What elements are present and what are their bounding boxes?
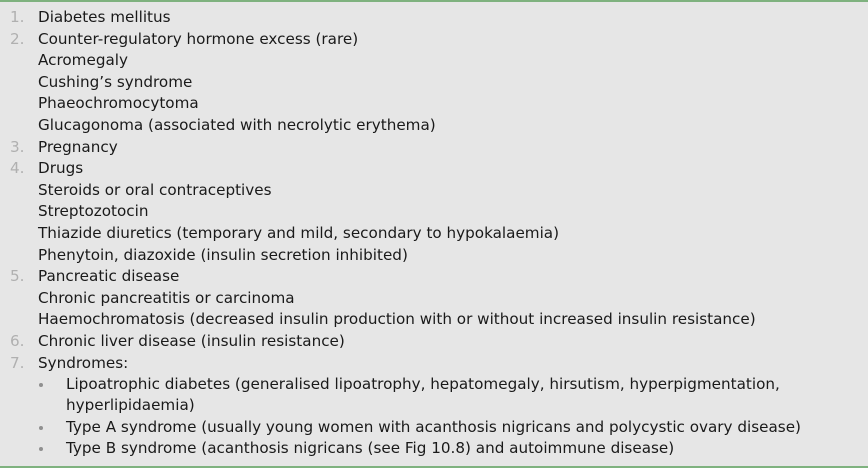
item-number: 2.	[10, 29, 25, 48]
item-number: 4.	[10, 159, 25, 178]
bullet-icon	[39, 426, 43, 430]
sub-item: Thiazide diuretics (temporary and mild, secondary to hypokalaemia)	[38, 223, 560, 242]
sub-item: Streptozotocin	[38, 202, 149, 221]
item-number: 5.	[10, 267, 25, 286]
sub-item: Cushing’s syndrome	[38, 72, 193, 91]
causes-list	[10, 7, 864, 459]
item-label: Pancreatic disease	[38, 267, 180, 286]
sub-item: Steroids or oral contraceptives	[38, 180, 272, 199]
syndrome-item	[10, 374, 864, 416]
sub-item: Chronic pancreatitis or carcinoma	[38, 288, 295, 307]
list-item	[10, 137, 864, 159]
bullet-icon	[39, 383, 43, 387]
item-number: 7.	[10, 353, 25, 372]
syndrome-item	[10, 417, 864, 438]
list-item	[10, 266, 864, 288]
list-item	[10, 158, 864, 180]
list-item	[10, 7, 864, 29]
item-label: Diabetes mellitus	[38, 8, 171, 26]
item-label: Syndromes:	[38, 353, 129, 372]
item-number: 1.	[10, 8, 25, 26]
syndrome-text: Type B syndrome (acanthosis nigricans (see Fig 10.8) and autoimmune disease)	[66, 438, 675, 457]
sub-item: Haemochromatosis (decreased insulin production with or without increased insulin resistance)	[38, 310, 756, 329]
item-label: Pregnancy	[38, 137, 118, 156]
list-item	[10, 331, 864, 353]
item-number: 3.	[10, 137, 25, 156]
syndrome-text: Lipoatrophic diabetes (generalised lipoatrophy, hepatomegaly, hirsutism, hyperpigmentation, hyperlipidaemia)	[66, 375, 780, 415]
item-label: Counter-regulatory hormone excess (rare)	[38, 29, 359, 48]
sub-item: Acromegaly	[38, 51, 128, 70]
list-item	[10, 353, 864, 375]
bullet-icon	[39, 447, 43, 451]
list-item	[10, 29, 864, 51]
item-number: 6.	[10, 331, 25, 350]
item-label: Chronic liver disease (insulin resistance)	[38, 331, 345, 350]
syndrome-item	[10, 438, 864, 459]
sub-item: Phaeochromocytoma	[38, 94, 199, 113]
syndrome-text: Type A syndrome (usually young women with acanthosis nigricans and polycystic ovary disease)	[66, 417, 801, 436]
sub-item: Phenytoin, diazoxide (insulin secretion inhibited)	[38, 245, 408, 264]
sub-item: Glucagonoma (associated with necrolytic erythema)	[38, 115, 436, 134]
item-label: Drugs	[38, 159, 84, 178]
